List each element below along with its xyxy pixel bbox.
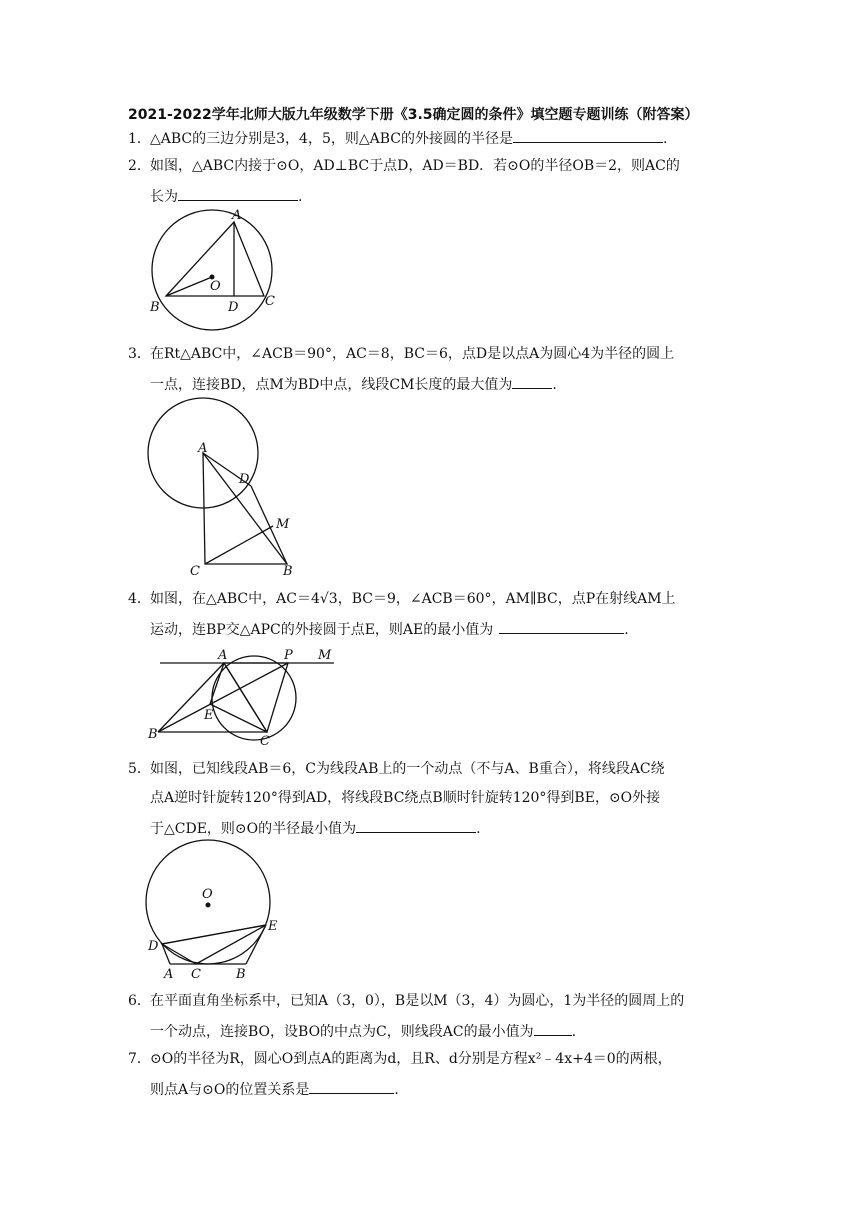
- question-number: 2．: [128, 158, 151, 174]
- question-5-line-1: [128, 760, 665, 778]
- question-text: 一个动点，连接BO，设BO的中点为C，则线段AC的最小值为: [150, 1024, 534, 1040]
- question-text: .: [624, 622, 629, 638]
- question-text: .: [394, 1082, 399, 1098]
- answer-blank[interactable]: [513, 128, 663, 143]
- answer-blank[interactable]: [356, 818, 476, 833]
- question-text: 则点A与⊙O的位置关系是: [150, 1082, 310, 1098]
- question-text: 点A逆时针旋转120°得到AD，将线段BC绕点B顺时针旋转120°得到BE，⊙O外接: [150, 790, 661, 806]
- figure-q4: [146, 645, 346, 750]
- answer-blank[interactable]: [309, 1079, 394, 1094]
- answer-blank[interactable]: [178, 186, 298, 201]
- label-c: C: [265, 294, 275, 309]
- label-d: D: [148, 939, 159, 954]
- label-o: O: [202, 887, 213, 902]
- question-2-line-1: [128, 157, 680, 175]
- circumcircle-apc: [212, 656, 296, 740]
- center-point: [206, 903, 211, 908]
- figure-q5: [140, 840, 290, 980]
- answer-blank[interactable]: [499, 619, 624, 634]
- question-text: △ABC的三边分别是3，4，5，则△ABC的外接圆的半径是: [150, 131, 513, 147]
- triangle-abc: [203, 453, 287, 564]
- question-text: 在Rt△ABC中，∠ACB＝90°，AC＝8，BC＝6，点D是以点A为圆心4为半径的圆上: [150, 346, 675, 362]
- question-text: .: [298, 189, 303, 205]
- label-o: O: [210, 279, 221, 294]
- label-e: E: [204, 708, 214, 723]
- label-b: B: [150, 300, 160, 315]
- question-text: 运动，连BP交△APC的外接圆于点E，则AE的最小值为: [150, 622, 494, 638]
- label-b: B: [283, 564, 293, 579]
- answer-blank[interactable]: [512, 374, 552, 389]
- answer-blank[interactable]: [534, 1021, 572, 1036]
- segment-bp: [158, 663, 288, 732]
- question-text: .: [552, 377, 557, 393]
- question-text: 如图，△ABC内接于⊙O，AD⊥BC于点D，AD＝BD．若⊙O的半径OB＝2，则AC的: [150, 158, 680, 174]
- question-number: 1．: [128, 131, 151, 147]
- label-d: D: [239, 472, 250, 487]
- question-number: 4．: [128, 591, 151, 607]
- label-c: C: [190, 564, 200, 579]
- figure-q3: [140, 398, 310, 578]
- question-number: 7．: [128, 1051, 151, 1067]
- label-p: P: [284, 648, 293, 663]
- question-2-line-2: [150, 186, 302, 206]
- segment-ab: [158, 663, 224, 732]
- question-number: 6．: [128, 993, 151, 1009]
- question-3-line-1: [128, 345, 674, 363]
- triangle-apc: [224, 663, 288, 732]
- question-text: 一点，连接BD，点M为BD中点，线段CM长度的最大值为: [150, 377, 513, 393]
- question-7-line-1: [128, 1050, 672, 1068]
- label-b: B: [148, 727, 158, 742]
- label-d: D: [228, 300, 239, 315]
- figure-q2: [148, 208, 278, 333]
- question-text: 长为: [150, 189, 178, 205]
- label-m: M: [318, 648, 332, 663]
- question-text: .: [476, 821, 481, 837]
- segment-de: [162, 925, 266, 944]
- label-m: M: [276, 517, 290, 532]
- question-5-line-3: [150, 818, 481, 838]
- question-text: ⊙O的半径为R，圆心O到点A的距离为d，且R、d分别是方程x²﹣4x+4＝0的两根，: [150, 1051, 672, 1067]
- question-4-line-1: [128, 590, 676, 608]
- page-title: 2021-2022学年北师大版九年级数学下册《3.5确定圆的条件》填空题专题训练（附答案）: [128, 107, 699, 123]
- label-c: C: [260, 734, 270, 749]
- segment-cm: [205, 526, 273, 564]
- segment-ob: [166, 277, 212, 296]
- triangle-cde: [162, 925, 266, 964]
- label-a: A: [164, 967, 174, 982]
- question-3-line-2: [150, 374, 557, 394]
- question-number: 3．: [128, 346, 151, 362]
- label-a: A: [218, 648, 228, 663]
- question-text: 在平面直角坐标系中，已知A（3，0），B是以M（3，4）为圆心，1为半径的圆周上的: [150, 993, 685, 1009]
- question-text: .: [663, 131, 668, 147]
- question-number: 5．: [128, 761, 151, 777]
- question-6-line-2: [150, 1021, 576, 1041]
- label-a: A: [198, 441, 208, 456]
- question-5-line-2: [150, 789, 660, 807]
- question-1-line-1: [128, 128, 667, 148]
- label-a: A: [232, 208, 242, 223]
- question-text: 于△CDE，则⊙O的半径最小值为: [150, 821, 357, 837]
- label-c: C: [191, 967, 201, 982]
- question-text: 如图，在△ABC中，AC＝4√3，BC＝9，∠ACB＝60°，AM∥BC，点P在射线AM上: [150, 591, 676, 607]
- question-7-line-2: [150, 1079, 399, 1099]
- question-text: 如图，已知线段AB＝6，C为线段AB上的一个动点（不与A、B重合），将线段AC绕: [150, 761, 665, 777]
- question-4-line-2: [150, 619, 629, 639]
- label-e: E: [268, 919, 278, 934]
- question-text: .: [571, 1024, 577, 1040]
- question-6-line-1: [128, 992, 684, 1010]
- label-b: B: [236, 967, 246, 982]
